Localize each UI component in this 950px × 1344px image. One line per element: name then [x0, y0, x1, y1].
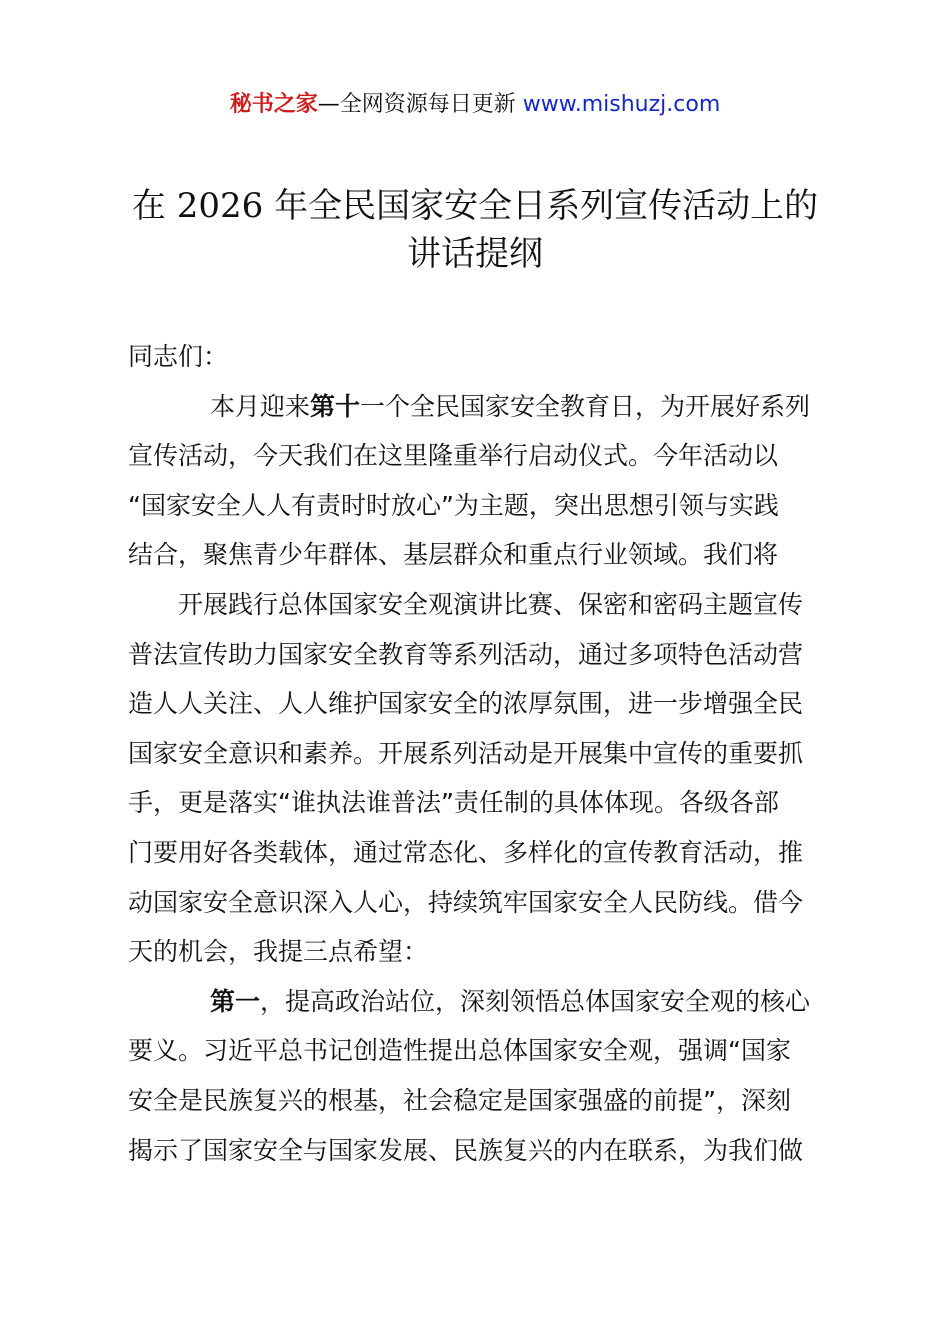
paragraph-3-text: ，提高政治站位，深刻领悟总体国家安全观的核心: [260, 986, 811, 1016]
paragraph-2-line: 普法宣传助力国家安全教育等系列活动，通过多项特色活动营: [128, 639, 804, 669]
paragraph-3-line: 要义。习近平总书记创造性提出总体国家安全观，强调“国家: [128, 1036, 791, 1066]
document-body: [128, 332, 838, 1175]
paragraph-2-line: 国家安全意识和素养。开展系列活动是开展集中宣传的重要抓: [128, 738, 804, 768]
paragraph-3-emphasis: 第一: [210, 986, 261, 1016]
paragraph-1-text: 一个全民国家安全教育日，为开展好系列: [360, 391, 811, 421]
paragraph-3-line: 揭示了国家安全与国家发展、民族复兴的内在联系，为我们做: [128, 1135, 804, 1165]
title-line-2: 讲话提纲: [407, 234, 543, 274]
site-brand: 秘书之家: [229, 92, 318, 117]
site-header: [0, 88, 950, 122]
paragraph-1-line: [128, 382, 838, 432]
site-url-link[interactable]: www.mishuzj.com: [522, 92, 721, 117]
paragraph-3-line: [128, 977, 838, 1027]
paragraph-1-emphasis: 第十: [310, 391, 361, 421]
paragraph-1-line: “国家安全人人有责时时放心”为主题，突出思想引领与实践: [128, 490, 779, 520]
title-line-1: 在 2026 年全民国家安全日系列宣传活动上的: [131, 186, 819, 226]
paragraph-2-line: 开展践行总体国家安全观演讲比赛、保密和密码主题宣传: [178, 589, 804, 619]
paragraph-2-line: 门要用好各类载体，通过常态化、多样化的宣传教育活动，推: [128, 837, 804, 867]
paragraph-1-line: 结合，聚焦青少年群体、基层群众和重点行业领域。我们将: [128, 540, 779, 570]
salutation: 同志们：: [128, 342, 229, 371]
paragraph-1-line: 宣传活动，今天我们在这里隆重举行启动仪式。今年活动以: [128, 441, 779, 471]
paragraph-2-line: 动国家安全意识深入人心，持续筑牢国家安全人民防线。借今: [128, 887, 804, 917]
document-title: [100, 182, 850, 278]
paragraph-1-text: 本月迎来: [210, 391, 311, 421]
paragraph-2-line: 天的机会，我提三点希望：: [128, 937, 429, 967]
paragraph-2-line: 造人人关注、人人维护国家安全的浓厚氛围，进一步增强全民: [128, 689, 804, 719]
site-tagline: —全网资源每日更新: [317, 92, 523, 117]
paragraph-2-line: 手，更是落实“谁执法谁普法”责任制的具体体现。各级各部: [128, 788, 779, 818]
paragraph-3-line: 安全是民族复兴的根基，社会稳定是国家强盛的前提”，深刻: [128, 1085, 791, 1115]
